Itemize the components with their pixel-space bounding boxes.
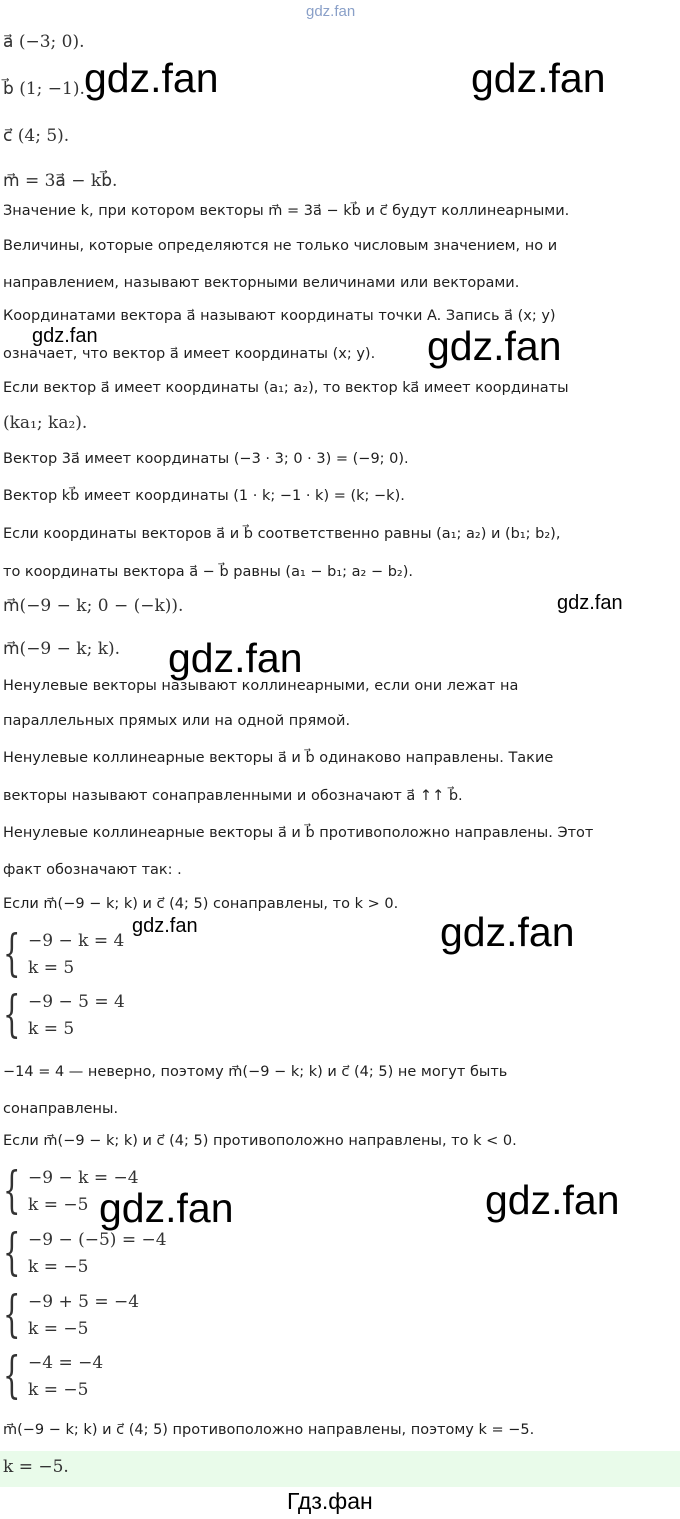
- brace-icon: {: [3, 985, 21, 1043]
- theory-text: Координатами вектора a⃗ называют координаты точки A. Запись a⃗ (x; y): [3, 308, 556, 324]
- footer-watermark: Гдз.фан: [287, 1488, 373, 1514]
- equation-system: [3, 985, 203, 1046]
- given-vector-a: a⃗ (−3; 0).: [3, 32, 85, 52]
- system-row: k = −5: [28, 1257, 89, 1277]
- brace-icon: {: [3, 924, 21, 982]
- formula-line: (ka₁; ka₂).: [3, 413, 88, 433]
- answer-box: [0, 1451, 680, 1487]
- brace-icon: {: [3, 1161, 21, 1219]
- watermark: gdz.fan: [427, 323, 562, 369]
- answer-value: k = −5.: [3, 1457, 69, 1477]
- theory-text: означает, что вектор a⃗ имеет координаты (x; y).: [3, 346, 376, 362]
- case-statement: Если m⃗(−9 − k; k) и c⃗ (4; 5) сонаправлены, то k > 0.: [3, 896, 399, 912]
- system-row: −9 − 5 = 4: [28, 992, 125, 1012]
- system-row: −9 + 5 = −4: [28, 1292, 140, 1312]
- brace-icon: {: [3, 1223, 21, 1281]
- theory-text: Если вектор a⃗ имеет координаты (a₁; a₂), то вектор ka⃗ имеет координаты: [3, 380, 569, 396]
- theory-text: Ненулевые коллинеарные векторы a⃗ и b⃗ одинаково направлены. Такие: [3, 750, 554, 766]
- theory-text: Ненулевые векторы называют коллинеарными, если они лежат на: [3, 678, 519, 694]
- theory-text: Ненулевые коллинеарные векторы a⃗ и b⃗ противоположно направлены. Этот: [3, 825, 594, 841]
- conclusion-text: сонаправлены.: [3, 1101, 119, 1117]
- formula-line: m⃗(−9 − k; k).: [3, 639, 121, 659]
- final-conclusion: m⃗(−9 − k; k) и c⃗ (4; 5) противоположно направлены, поэтому k = −5.: [3, 1422, 535, 1438]
- watermark: gdz.fan: [132, 915, 198, 937]
- system-row: k = 5: [28, 1019, 75, 1039]
- brace-icon: {: [3, 1285, 21, 1343]
- watermark: gdz.fan: [471, 55, 606, 101]
- case-statement: Если m⃗(−9 − k; k) и c⃗ (4; 5) противоположно направлены, то k < 0.: [3, 1133, 517, 1149]
- theory-text: Если координаты векторов a⃗ и b⃗ соответственно равны (a₁; a₂) и (b₁; b₂),: [3, 526, 561, 542]
- system-row: −9 − k = −4: [28, 1168, 139, 1188]
- site-watermark: gdz.fan: [306, 3, 356, 20]
- watermark: gdz.fan: [84, 55, 219, 101]
- calc-line: Вектор kb⃗ имеет координаты (1 · k; −1 · k) = (k; −k).: [3, 488, 405, 504]
- system-row: k = −5: [28, 1319, 89, 1339]
- brace-icon: {: [3, 1346, 21, 1404]
- system-row: −9 − k = 4: [28, 931, 125, 951]
- conclusion-text: −14 = 4 — неверно, поэтому m⃗(−9 − k; k) и c⃗ (4; 5) не могут быть: [3, 1064, 508, 1080]
- watermark: gdz.fan: [99, 1185, 234, 1231]
- theory-text: векторы называют сонаправленными и обозначают a⃗ ↑↑ b⃗.: [3, 788, 463, 804]
- theory-text: Величины, которые определяются не только числовым значением, но и: [3, 238, 558, 254]
- watermark: gdz.fan: [485, 1177, 620, 1223]
- given-vector-c: c⃗ (4; 5).: [3, 126, 70, 146]
- system-row: −4 = −4: [28, 1353, 104, 1373]
- system-row: k = −5: [28, 1195, 89, 1215]
- given-vector-m: m⃗ = 3a⃗ − kb⃗.: [3, 171, 118, 191]
- equation-system: [3, 1285, 203, 1346]
- system-row: k = 5: [28, 958, 75, 978]
- system-row: −9 − (−5) = −4: [28, 1230, 167, 1250]
- equation-system: [3, 1346, 203, 1407]
- watermark: gdz.fan: [32, 325, 98, 347]
- watermark: gdz.fan: [440, 909, 575, 955]
- watermark: gdz.fan: [168, 635, 303, 681]
- theory-text: направлением, называют векторными величинами или векторами.: [3, 275, 520, 291]
- given-vector-b: b⃗ (1; −1).: [3, 79, 85, 99]
- formula-line: m⃗(−9 − k; 0 − (−k)).: [3, 596, 184, 616]
- equation-system: [3, 1223, 203, 1284]
- system-row: k = −5: [28, 1380, 89, 1400]
- watermark: gdz.fan: [557, 592, 623, 614]
- calc-line: Вектор 3a⃗ имеет координаты (−3 · 3; 0 · 3) = (−9; 0).: [3, 451, 409, 467]
- theory-text: то координаты вектора a⃗ − b⃗ равны (a₁ − b₁; a₂ − b₂).: [3, 564, 414, 580]
- theory-text: факт обозначают так: .: [3, 862, 182, 878]
- theory-text: параллельных прямых или на одной прямой.: [3, 713, 351, 729]
- task-statement: Значение k, при котором векторы m⃗ = 3a⃗ − kb⃗ и c⃗ будут коллинеарными.: [3, 203, 570, 219]
